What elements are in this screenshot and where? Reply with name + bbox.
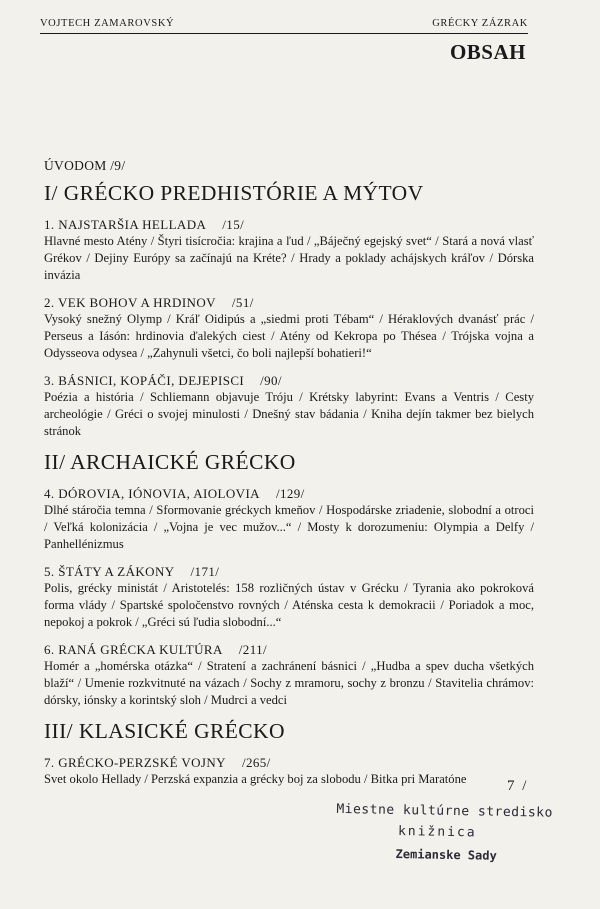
chapter-title: 6. RANÁ GRÉCKA KULTÚRA <box>44 642 223 657</box>
chapter-title: 7. GRÉCKO-PERZSKÉ VOJNY <box>44 755 226 770</box>
chapter-title: 5. ŠTÁTY A ZÁKONY <box>44 564 175 579</box>
chapter-page: /211/ <box>238 642 268 657</box>
chapter-page: /129/ <box>275 486 305 501</box>
running-header <box>40 18 528 34</box>
chapter-topics: Vysoký snežný Olymp / Kráľ Oidipús a „siedmi proti Tébam“ / Héraklových dvanásť prác / Perseus a Iásón: hrdinovia ďalekých ciest / Atény od Kekropa po Thésea / Trójska vojna a Odysseova odysea / „Zahynuli všetci, čo boli najlepší bohatieri!“ <box>44 312 534 360</box>
chapter-title: 1. NAJSTARŠIA HELLADA <box>44 217 207 232</box>
page-number: 7 / <box>507 778 529 794</box>
chapter-topics: Polis, grécky ministát / Aristotelés: 158 rozličných ústav v Grécku / Tyrania ako pokroková forma vlády / Spartské spoločenstvo rovných / Aténska cesta k demokracii / Poriadok a moc, nepokoj a pokrok / „Gréci sú ľudia slobodní...“ <box>44 581 534 629</box>
chapter-page: /51/ <box>231 295 254 310</box>
chapter-page: /171/ <box>190 564 220 579</box>
chapter-topics: Svet okolo Hellady / Perzská expanzia a grécky boj za slobodu / Bitka pri Maratóne <box>44 772 467 786</box>
author-name: VOJTECH ZAMAROVSKÝ <box>40 18 175 29</box>
library-stamp <box>336 802 577 864</box>
chapter-heading <box>44 294 534 311</box>
chapter-heading <box>44 485 534 502</box>
chapter-heading <box>44 372 534 389</box>
table-of-contents <box>44 158 534 798</box>
stamp-line-2: knižnica <box>397 823 477 841</box>
part-heading-1: I/ GRÉCKO PREDHISTÓRIE A MÝTOV <box>44 181 424 205</box>
chapter-entry-5 <box>44 563 534 631</box>
part-heading-3: III/ KLASICKÉ GRÉCKO <box>44 719 285 743</box>
chapter-heading <box>44 563 534 580</box>
chapter-entry-6 <box>44 641 534 709</box>
stamp-line-1: Miestne kultúrne stredisko <box>336 801 553 821</box>
part-heading-2: II/ ARCHAICKÉ GRÉCKO <box>44 450 296 474</box>
chapter-title: 3. BÁSNICI, KOPÁČI, DEJEPISCI <box>44 373 245 388</box>
chapter-entry-4 <box>44 485 534 553</box>
chapter-topics: Homér a „homérska otázka“ / Stratení a zachránení básnici / „Hudba a spev ducha všetkých blaží“ / Umenie rozkvitnuté na vázach / Sochy z mramoru, sochy z bronzu / Stavitelia chrámov: dórsky, iónsky a korintský sloh / Mudrci a vedci <box>44 659 534 707</box>
chapter-entry-1 <box>44 216 534 284</box>
chapter-title: 2. VEK BOHOV A HRDINOV <box>44 295 216 310</box>
chapter-topics: Poézia a história / Schliemann objavuje Tróju / Krétsky labyrint: Evans a Ventris / Cesty archeológie / Gréci o svojej minulosti / Dnešný stav bádania / Kniha dejín takmer bez bielych stránok <box>44 390 534 438</box>
chapter-entry-7 <box>44 754 534 788</box>
chapter-topics: Dlhé stáročia temna / Sformovanie gréckych kmeňov / Hospodárske zriadenie, slobodní a otroci / Veľká kolonizácia / „Vojna je vec mužov...“ / Mosty k dorozumeniu: Olympia a Delfy / Panhellénizmus <box>44 503 534 551</box>
chapter-page: /265/ <box>241 755 271 770</box>
toc-intro-entry: ÚVODOM /9/ <box>44 158 126 173</box>
chapter-heading <box>44 216 534 233</box>
chapter-entry-2 <box>44 294 534 362</box>
chapter-heading <box>44 754 534 771</box>
toc-title: OBSAH <box>449 40 526 64</box>
stamp-line-3: Zemianske Sady <box>395 846 497 863</box>
chapter-topics: Hlavné mesto Atény / Štyri tisícročia: krajina a ľud / „Báječný egejský svet“ / Stará a nová vlasť Grékov / Dejiny Európy sa začínajú na Kréte? / Hrady a poklady achájskych kráľov / Dórska invázia <box>44 234 534 282</box>
chapter-title: 4. DÓROVIA, IÓNOVIA, AIOLOVIA <box>44 486 260 501</box>
chapter-page: /90/ <box>260 373 282 388</box>
chapter-heading <box>44 641 534 658</box>
chapter-page: /15/ <box>222 217 245 232</box>
book-title: GRÉCKY ZÁZRAK <box>432 18 528 29</box>
chapter-entry-3 <box>44 372 534 440</box>
